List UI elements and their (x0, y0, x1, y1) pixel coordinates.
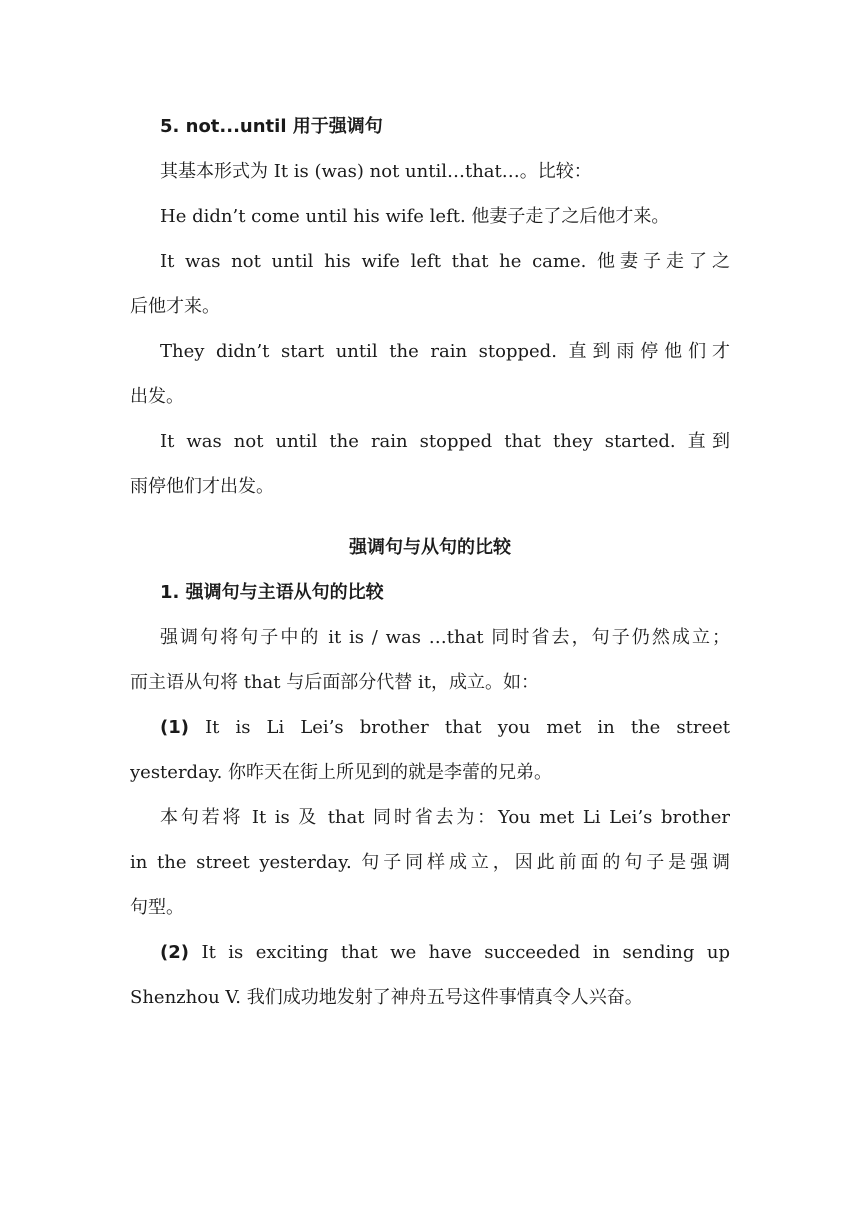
paragraph-line: 而主语从句将 that 与后面部分代替 it，成立。如： (130, 672, 539, 693)
example-text: It is Li Lei’s brother that you met in the street (205, 717, 730, 738)
example-number: (2) (160, 942, 189, 963)
example-line: 出发。 (130, 386, 184, 407)
example-line: It was not until the rain stopped that they started. 直到 (160, 431, 730, 452)
example-number: (1) (160, 717, 189, 738)
paragraph-line: in the street yesterday. 句子同样成立，因此前面的句子是强调 (130, 852, 730, 873)
subsection-heading: 1. 强调句与主语从句的比较 (160, 582, 384, 603)
example-line: 雨停他们才出发。 (130, 476, 274, 497)
example-line: He didn’t come until his wife left. 他妻子走了之后他才来。 (160, 206, 670, 227)
example-line: It was not until his wife left that he came. 他妻子走了之 (160, 251, 730, 272)
paragraph-line: 其基本形式为 It is (was) not until…that…。比较： (160, 161, 592, 182)
section-title: 强调句与从句的比较 (349, 537, 511, 558)
example-line (130, 930, 730, 975)
example-text: It is exciting that we have succeeded in sending up (201, 942, 730, 963)
example-line: 后他才来。 (130, 296, 220, 317)
section-heading: 5. not...until 用于强调句 (160, 116, 383, 137)
example-line: They didn’t start until the rain stopped. 直到雨停他们才 (160, 341, 730, 362)
paragraph-line: 句型。 (130, 897, 184, 918)
paragraph-line: 强调句将句子中的 it is / was …that 同时省去，句子仍然成立； (160, 627, 730, 648)
document-page (130, 104, 730, 1020)
paragraph-line: 本句若将 It is 及 that 同时省去为：You met Li Lei’s brother (160, 807, 730, 828)
example-line: yesterday. 你昨天在街上所见到的就是李蕾的兄弟。 (130, 762, 553, 783)
example-line: Shenzhou V. 我们成功地发射了神舟五号这件事情真令人兴奋。 (130, 987, 643, 1008)
example-line (130, 705, 730, 750)
